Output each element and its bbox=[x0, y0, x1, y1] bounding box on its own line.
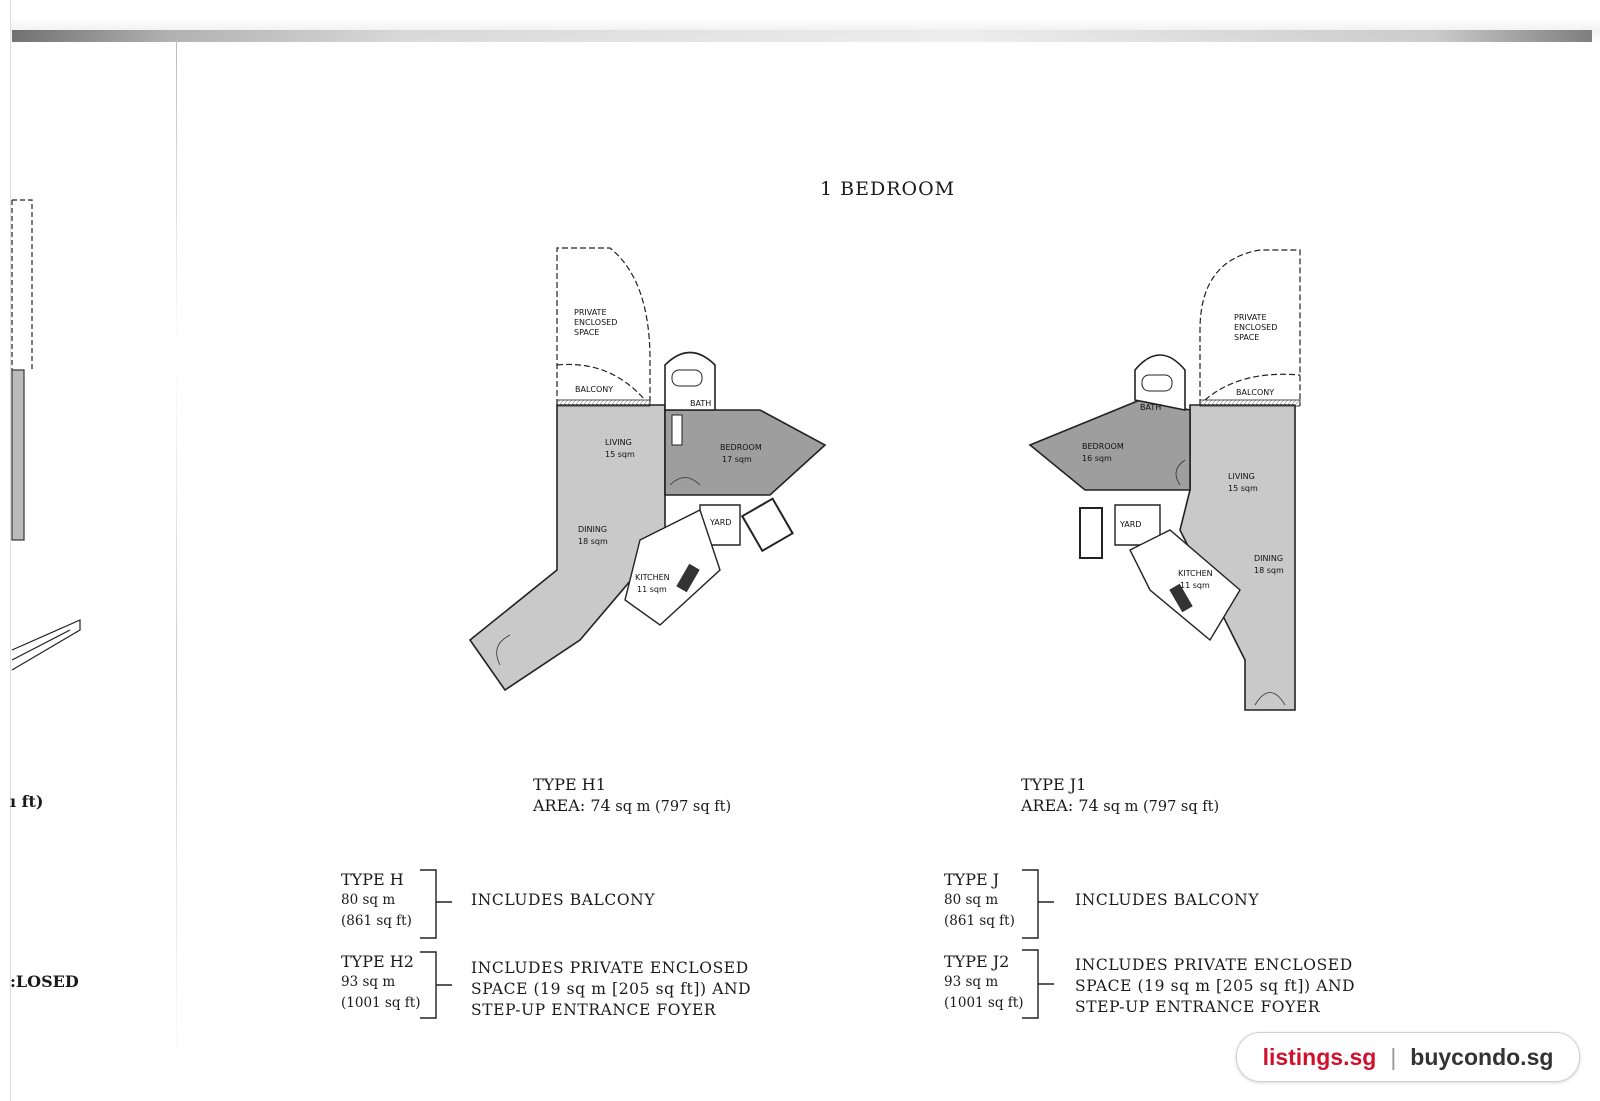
svg-text:BALCONY: BALCONY bbox=[575, 385, 614, 394]
svg-text:11 sqm: 11 sqm bbox=[637, 585, 667, 594]
brackets-j bbox=[1020, 868, 1060, 1028]
type-j1-caption bbox=[1021, 774, 1219, 818]
variant-h2-note1: INCLUDES PRIVATE ENCLOSED bbox=[471, 959, 749, 977]
page-title: 1 BEDROOM bbox=[820, 178, 956, 200]
svg-text:DINING: DINING bbox=[1254, 554, 1284, 563]
variant-j2-note1: INCLUDES PRIVATE ENCLOSED bbox=[1075, 956, 1353, 974]
type-j1-label: TYPE J1 bbox=[1021, 775, 1087, 794]
page-gutter bbox=[176, 40, 177, 1080]
variant-h-sqm: 80 sq m bbox=[341, 892, 396, 908]
previous-page-plan-fragment bbox=[10, 190, 90, 710]
watermark-divider: | bbox=[1390, 1043, 1397, 1070]
area-prefix: AREA: bbox=[1021, 796, 1079, 815]
variant-j2-sqm: 93 sq m bbox=[944, 974, 999, 990]
svg-text:YARD: YARD bbox=[1120, 520, 1142, 529]
watermark-site1: listings.sg bbox=[1262, 1043, 1377, 1070]
living-dining-area bbox=[470, 405, 665, 690]
variant-h2-sqm: 93 sq m bbox=[341, 974, 396, 990]
svg-text:YARD: YARD bbox=[710, 518, 732, 527]
svg-text:LIVING: LIVING bbox=[1228, 472, 1255, 481]
type-j1-area bbox=[1021, 795, 1219, 818]
variant-type-h2 bbox=[341, 951, 420, 1014]
variant-j2-note2: SPACE (19 sq m [205 sq ft]) AND bbox=[1075, 977, 1356, 995]
variant-h2-notes bbox=[471, 958, 751, 1021]
svg-text:11 sqm: 11 sqm bbox=[1180, 581, 1210, 590]
variant-j2-sqft: (1001 sq ft) bbox=[944, 995, 1024, 1011]
svg-text:BEDROOM: BEDROOM bbox=[1082, 442, 1124, 451]
variant-type-h bbox=[341, 869, 412, 932]
svg-text:BALCONY: BALCONY bbox=[1236, 388, 1275, 397]
svg-text:LIVING: LIVING bbox=[605, 438, 632, 447]
area-prefix: AREA: bbox=[533, 796, 591, 815]
area-sqm: 74 bbox=[590, 796, 611, 815]
variant-j-sqm: 80 sq m bbox=[944, 892, 999, 908]
svg-text:18 sqm: 18 sqm bbox=[578, 537, 608, 546]
svg-text:BATH: BATH bbox=[1140, 403, 1162, 412]
bedroom-area bbox=[665, 410, 825, 495]
scan-shadow-bar bbox=[12, 30, 1592, 42]
variant-h2-sqft: (1001 sq ft) bbox=[341, 995, 421, 1011]
watermark-badge bbox=[1236, 1032, 1580, 1082]
floor-plan-j1 bbox=[1020, 240, 1340, 720]
svg-text:PRIVATE: PRIVATE bbox=[1234, 313, 1267, 322]
variant-j-note: INCLUDES BALCONY bbox=[1075, 891, 1260, 909]
area-unit: sq m (797 sq ft) bbox=[1098, 799, 1220, 815]
svg-text:KITCHEN: KITCHEN bbox=[635, 573, 670, 582]
svg-text:15 sqm: 15 sqm bbox=[605, 450, 635, 459]
svg-text:15 sqm: 15 sqm bbox=[1228, 484, 1258, 493]
svg-text:BATH: BATH bbox=[690, 399, 712, 408]
variant-type-j2 bbox=[944, 951, 1023, 1014]
variant-h2-note2: SPACE (19 sq m [205 sq ft]) AND bbox=[471, 980, 752, 998]
svg-text:DINING: DINING bbox=[578, 525, 608, 534]
floor-plan-h1 bbox=[460, 240, 840, 700]
variant-h-sqft: (861 sq ft) bbox=[341, 913, 412, 929]
variant-j2-label: TYPE J2 bbox=[944, 952, 1010, 971]
svg-text:SPACE: SPACE bbox=[574, 328, 600, 337]
variant-h-label: TYPE H bbox=[341, 870, 404, 889]
fragment-sqft: ı ft) bbox=[10, 792, 44, 811]
svg-text:PRIVATE: PRIVATE bbox=[574, 308, 607, 317]
variant-type-j bbox=[944, 869, 1015, 932]
svg-text:KITCHEN: KITCHEN bbox=[1178, 569, 1213, 578]
type-h1-label: TYPE H1 bbox=[533, 775, 606, 794]
svg-text:16 sqm: 16 sqm bbox=[1082, 454, 1112, 463]
variant-j2-note3: STEP-UP ENTRANCE FOYER bbox=[1075, 998, 1321, 1016]
brackets-h bbox=[418, 868, 458, 1028]
watermark-site2: buycondo.sg bbox=[1410, 1043, 1554, 1070]
svg-text:ENCLOSED: ENCLOSED bbox=[1234, 323, 1278, 332]
svg-text:BEDROOM: BEDROOM bbox=[720, 443, 762, 452]
area-sqm: 74 bbox=[1078, 796, 1099, 815]
area-unit: sq m (797 sq ft) bbox=[610, 799, 732, 815]
variant-h2-note3: STEP-UP ENTRANCE FOYER bbox=[471, 1001, 717, 1019]
fragment-enclosed: :LOSED bbox=[10, 972, 79, 991]
type-h1-caption bbox=[533, 774, 731, 818]
svg-text:ENCLOSED: ENCLOSED bbox=[574, 318, 618, 327]
variant-j2-notes bbox=[1075, 955, 1355, 1018]
type-h1-area bbox=[533, 795, 731, 818]
variant-h-note: INCLUDES BALCONY bbox=[471, 891, 656, 909]
svg-text:SPACE: SPACE bbox=[1234, 333, 1260, 342]
variant-h2-label: TYPE H2 bbox=[341, 952, 414, 971]
svg-text:18 sqm: 18 sqm bbox=[1254, 566, 1284, 575]
variant-j-label: TYPE J bbox=[944, 870, 1000, 889]
svg-text:17 sqm: 17 sqm bbox=[722, 455, 752, 464]
variant-j-sqft: (861 sq ft) bbox=[944, 913, 1015, 929]
